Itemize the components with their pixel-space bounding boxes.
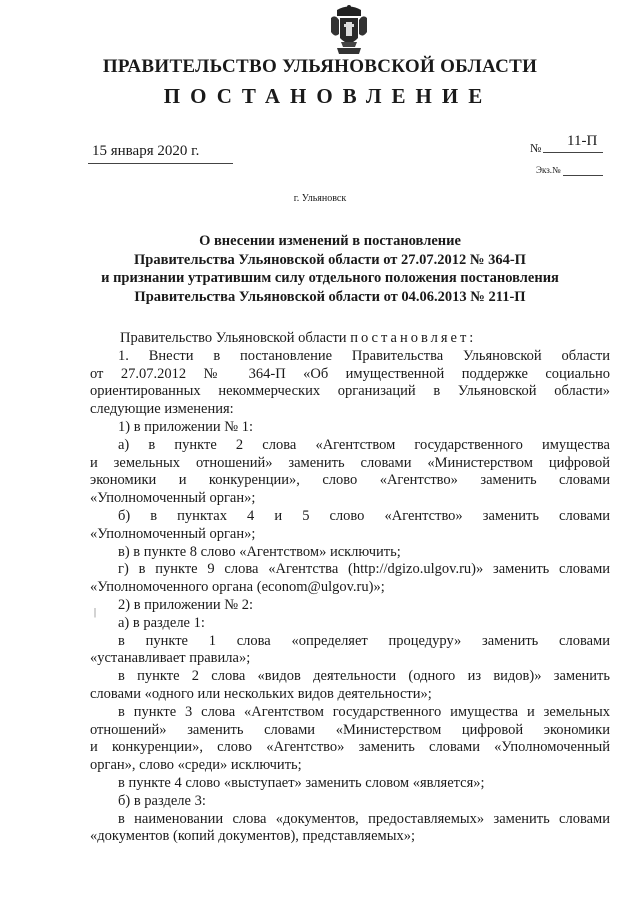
subject-line: и признании утратившим силу отдельного положения постановления bbox=[101, 270, 559, 286]
city-name: г. Ульяновск bbox=[293, 193, 347, 204]
body-line: а) в разделе 1: bbox=[118, 614, 205, 631]
copy-number-label: Экз.№ bbox=[536, 165, 561, 175]
document-body bbox=[90, 330, 610, 846]
body-line: в пункте 2 слова «видов деятельности (одного из видов)» заменить bbox=[118, 668, 610, 685]
subject-line: О внесении изменений в постановление bbox=[199, 233, 461, 249]
body-line: от 27.07.2012 № 364-П «Об имущественной поддержке социально bbox=[90, 365, 610, 382]
body-line: ориентированных некоммерческих организаций в Ульяновской области» bbox=[90, 383, 610, 400]
body-line: «Уполномоченный орган»; bbox=[90, 490, 256, 507]
margin-mark: | bbox=[94, 607, 97, 618]
body-line: орган», слово «среди» исключить; bbox=[90, 757, 302, 774]
body-line: г) в пункте 9 слова «Агентства (http://dgizo.ulgov.ru)» заменить словами bbox=[118, 561, 610, 578]
subject-line: Правительства Ульяновской области от 27.07.2012 № 364-П bbox=[134, 251, 526, 268]
body-line: б) в пунктах 4 и 5 слово «Агентство» заменить словами bbox=[118, 507, 610, 524]
body-line: и конкуренции», слово «Агентство» заменить словами «Уполномоченный bbox=[90, 739, 610, 756]
date-underline bbox=[88, 163, 233, 164]
preamble-verb: постановляет: bbox=[350, 330, 477, 346]
preamble-text: Правительство Ульяновской области bbox=[120, 330, 351, 346]
body-line: «Уполномоченного органа (econom@ulgov.ru)»; bbox=[90, 579, 385, 596]
body-line: а) в пункте 2 слова «Агентством государственного имущества bbox=[118, 436, 610, 453]
body-line: 1) в приложении № 1: bbox=[118, 418, 253, 435]
body-line: в пункте 1 слова «определяет процедуру» заменить словами bbox=[118, 632, 610, 649]
body-line: словами «одного или нескольких видов деятельности»; bbox=[90, 685, 432, 702]
body-line: в наименовании слова «документов, предоставляемых» заменить словами bbox=[118, 810, 610, 827]
number-underline bbox=[543, 152, 603, 153]
document-type-title: ПОСТАНОВЛЕНИЕ bbox=[163, 84, 493, 108]
body-line: «Уполномоченный орган»; bbox=[90, 525, 256, 542]
body-line: 2) в приложении № 2: bbox=[118, 596, 253, 613]
body-line: в) в пункте 8 слово «Агентством» исключить; bbox=[118, 543, 401, 560]
body-line: отношений» заменить словами «Министерством цифровой экономики bbox=[90, 721, 610, 738]
body-line: и земельных отношений» заменить словами «Министерством цифровой bbox=[90, 454, 610, 471]
body-line: в пункте 3 слова «Агентством государственного имущества и земельных bbox=[118, 703, 610, 720]
body-line: в пункте 4 слово «выступает» заменить словом «является»; bbox=[118, 774, 485, 791]
document-subject bbox=[80, 232, 580, 306]
body-line: следующие изменения: bbox=[90, 401, 234, 418]
body-line: «устанавливает правила»; bbox=[90, 650, 251, 667]
preamble bbox=[90, 330, 610, 348]
body-line: б) в разделе 3: bbox=[118, 792, 206, 809]
number-sign: № bbox=[530, 141, 542, 155]
body-line: 1. Внести в постановление Правительства Ульяновской области bbox=[118, 347, 610, 364]
body-line: экономики и конкуренции», слово «Агентство» заменить словами bbox=[90, 472, 610, 489]
coat-of-arms-emblem bbox=[329, 4, 369, 58]
document-number: 11-П bbox=[567, 133, 598, 149]
body-line: «документов (копий документов), представляемых»; bbox=[90, 828, 415, 845]
document-date: 15 января 2020 г. bbox=[92, 143, 200, 159]
copy-number-underline bbox=[563, 175, 603, 176]
government-name: ПРАВИТЕЛЬСТВО УЛЬЯНОВСКОЙ ОБЛАСТИ bbox=[102, 56, 538, 77]
subject-line: Правительства Ульяновской области от 04.06.2013 № 211-П bbox=[134, 288, 526, 305]
